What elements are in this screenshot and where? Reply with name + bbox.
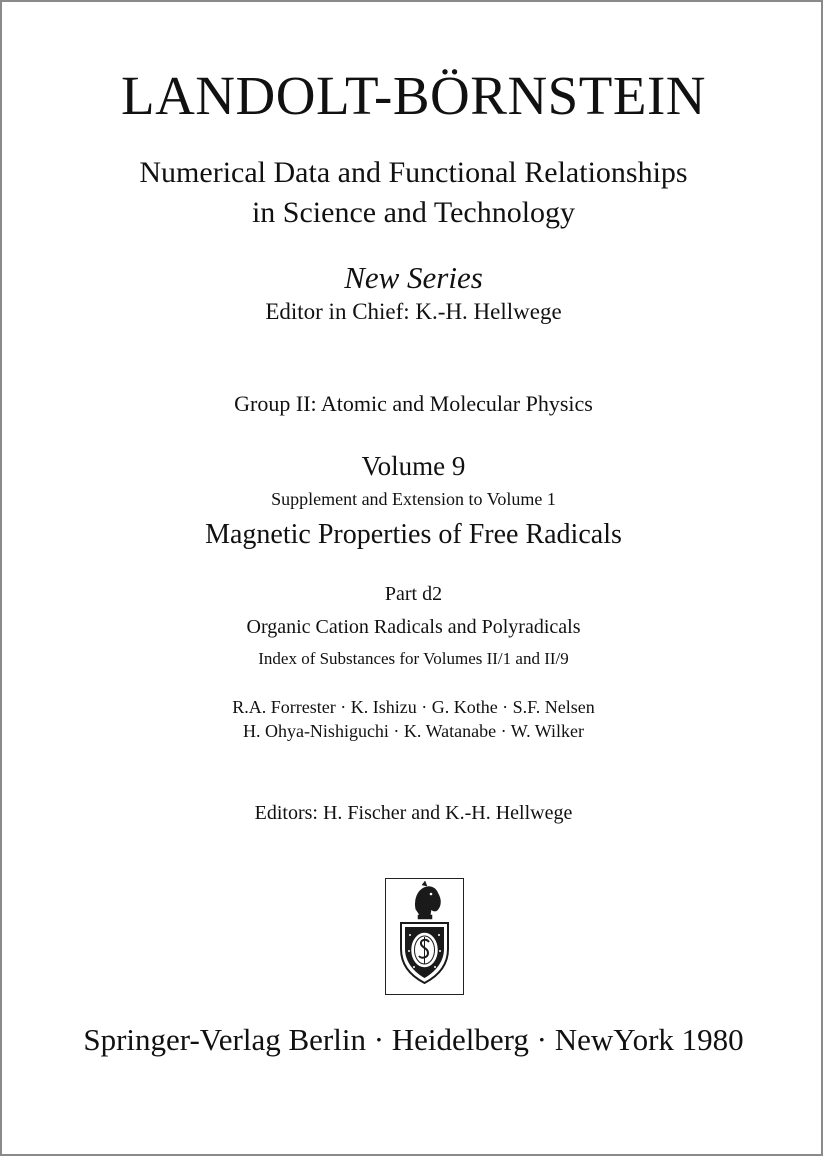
index-note: Index of Substances for Volumes II/1 and II/9 xyxy=(258,649,569,668)
authors-line-1: R.A. Forrester · K. Ishizu · G. Kothe · S.F. Nelsen xyxy=(232,697,595,717)
part-number: Part d2 xyxy=(384,583,443,605)
publisher-line: Springer-Verlag Berlin · Heidelberg · NewYork 1980 xyxy=(83,1022,744,1057)
part-title: Organic Cation Radicals and Polyradicals xyxy=(246,616,581,638)
editors-line: Editors: H. Fischer and K.-H. Hellwege xyxy=(254,802,573,824)
authors-line-2: H. Ohya-Nishiguchi · K. Watanabe · W. Wilker xyxy=(242,721,585,741)
group-heading: Group II: Atomic and Molecular Physics xyxy=(234,391,593,416)
subtitle-line-1: Numerical Data and Functional Relationships xyxy=(139,156,688,189)
main-title: LANDOLT-BÖRNSTEIN xyxy=(120,65,706,126)
subtitle-line-2: in Science and Technology xyxy=(251,196,576,229)
supplement-note: Supplement and Extension to Volume 1 xyxy=(271,489,556,509)
series-title: New Series xyxy=(344,260,483,295)
springer-logo-graphic xyxy=(386,879,463,994)
volume-title: Magnetic Properties of Free Radicals xyxy=(205,519,622,550)
volume-number: Volume 9 xyxy=(361,451,466,481)
editor-in-chief: Editor in Chief: K.-H. Hellwege xyxy=(265,299,562,324)
springer-knight-logo-icon xyxy=(385,878,464,995)
